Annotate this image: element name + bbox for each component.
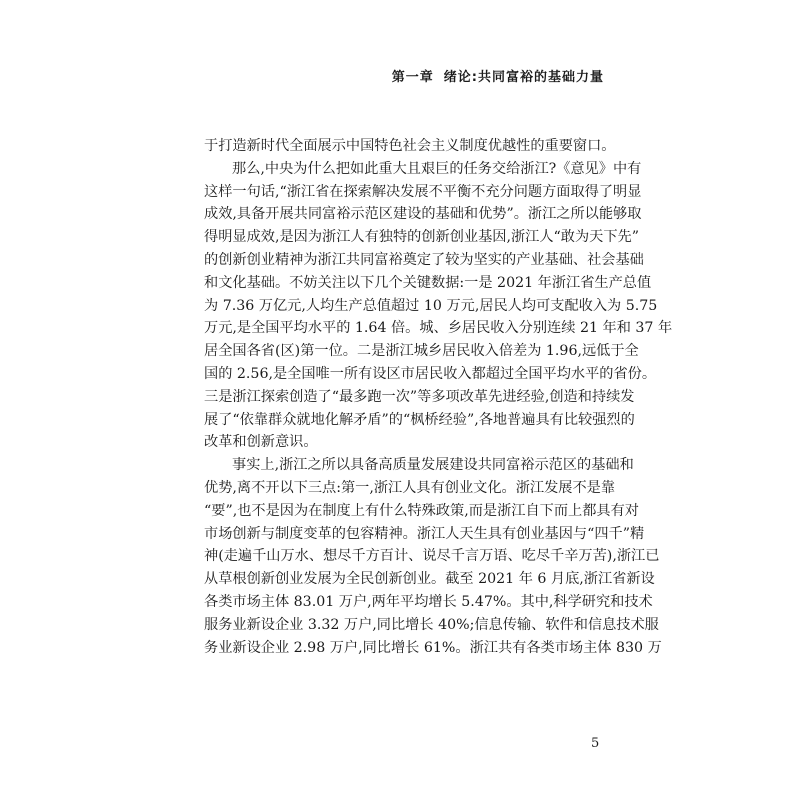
text-line: 神(走遍千山万水、想尽千方百计、说尽千言万语、吃尽千辛万苦),浙江已 [204,548,660,565]
text-line: 居全国各省(区)第一位。二是浙江城乡居民收入倍差为 1.96,远低于全 [204,343,639,360]
chapter-title: 绪论:共同富裕的基础力量 [443,70,604,85]
body-text [204,135,673,659]
text-line: 改革和创新意识。 [204,434,318,451]
paragraph [204,135,616,158]
text-line: 市场创新与制度变革的包容精神。浙江人天生具有创业基因与“四千”精 [204,525,645,542]
chapter-label: 第一章 [391,70,434,85]
text-line: 这样一句话,“浙江省在探索解决发展不平衡不充分问题方面取得了明显 [204,183,642,200]
page-number: 5 [591,736,600,751]
text-line: 优势,离不开以下三点:第一,浙江人具有创业文化。浙江发展不是靠 [204,479,616,496]
text-line: 的创新创业精神为浙江共同富裕奠定了较为坚实的产业基础、社会基础 [204,251,644,268]
text-line: 那么,中央为什么把如此重大且艰巨的任务交给浙江?《意见》中有 [232,160,642,177]
running-header [392,66,604,85]
text-line: 万元,是全国平均水平的 1.64 倍。城、乡居民收入分别连续 21 年和 37 年 [204,320,673,337]
text-line: 事实上,浙江之所以具备高质量发展建设共同富裕示范区的基础和 [232,457,634,474]
text-line: 服务业新设企业 3.32 万户,同比增长 40%;信息传输、软件和信息技术服 [204,616,659,633]
paragraph [204,158,673,454]
text-line: 国的 2.56,是全国唯一所有设区市居民收入都超过全国平均水平的省份。 [204,365,657,382]
text-line: 为 7.36 万亿元,人均生产总值超过 10 万元,居民人均可支配收入为 5.75 [204,297,658,314]
text-line: 展了“依靠群众就地化解矛盾”的“枫桥经验”,各地普遍具有比较强烈的 [204,411,635,428]
text-line: 和文化基础。不妨关注以下几个关键数据:一是 2021 年浙江省生产总值 [204,274,652,291]
text-line: 成效,具备开展共同富裕示范区建设的基础和优势”。浙江之所以能够取 [204,206,642,223]
text-line: 于打造新时代全面展示中国特色社会主义制度优越性的重要窗口。 [204,138,616,154]
text-line: 三是浙江探索创造了“最多跑一次”等多项改革先进经验,创造和持续发 [204,388,635,405]
paragraph [204,454,662,659]
text-line: “要”,也不是因为在制度上有什么特殊政策,而是浙江自下而上都具有对 [204,502,639,519]
text-line: 务业新设企业 2.98 万户,同比增长 61%。浙江共有各类市场主体 830 万 [204,639,662,656]
text-line: 得明显成效,是因为浙江人有独特的创新创业基因,浙江人“敢为天下先” [204,229,639,246]
text-line: 各类市场主体 83.01 万户,两年平均增长 5.47%。其中,科学研究和技术 [204,593,653,610]
text-line: 从草根创新创业发展为全民创新创业。截至 2021 年 6 月底,浙江省新设 [204,571,655,588]
